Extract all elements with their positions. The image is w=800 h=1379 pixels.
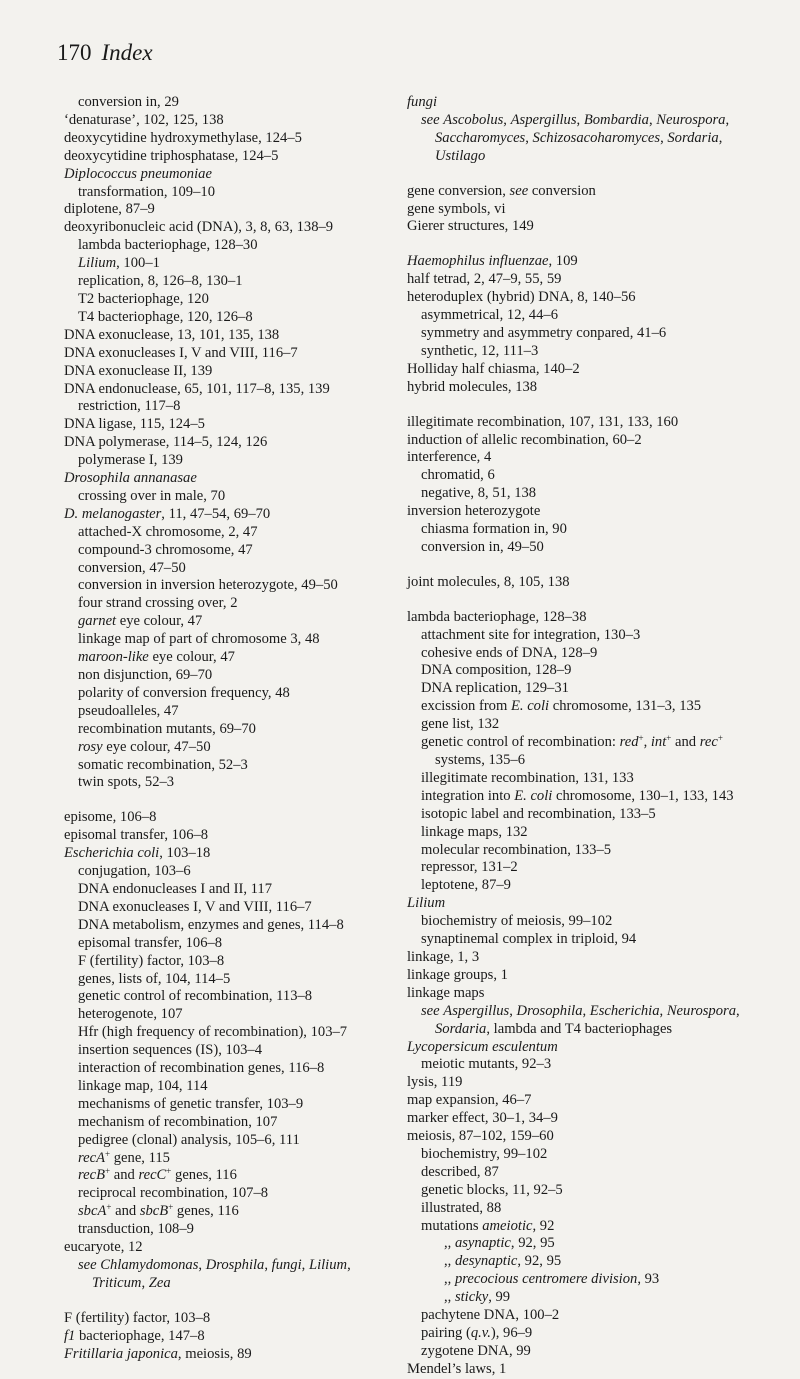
entry-gap <box>407 236 747 253</box>
index-entry: diplotene, 87–9 <box>64 201 155 218</box>
index-entry: genes, lists of, 104, 114–5 <box>78 970 231 987</box>
index-entry: episomal transfer, 106–8 <box>78 934 223 951</box>
index-entry: Fritillaria japonica, meiosis, 89 <box>64 1345 252 1362</box>
index-entry: maroon-like eye colour, 47 <box>78 649 235 666</box>
index-entry: attached-X chromosome, 2, 47 <box>78 523 258 540</box>
index-entry: induction of allelic recombination, 60–2 <box>407 431 642 448</box>
index-entry: described, 87 <box>421 1163 499 1180</box>
index-entry: F (fertility) factor, 103–8 <box>64 1309 211 1326</box>
index-entry: interaction of recombination genes, 116–8 <box>78 1060 325 1077</box>
index-entry: deoxycytidine triphosphatase, 124–5 <box>64 147 279 164</box>
index-entry: linkage map, 104, 114 <box>78 1077 208 1094</box>
index-entry: synaptinemal complex in triploid, 94 <box>421 931 637 948</box>
index-entry: asymmetrical, 12, 44–6 <box>421 307 558 324</box>
index-entry: zygotene DNA, 99 <box>421 1342 531 1359</box>
index-entry: garnet eye colour, 47 <box>78 613 203 630</box>
index-entry: reciprocal recombination, 107–8 <box>78 1185 269 1202</box>
index-entry: pairing (q.v.), 96–9 <box>421 1325 533 1341</box>
index-entry: deoxycytidine hydroxymethylase, 124–5 <box>64 129 302 146</box>
index-entry: f1 bacteriophage, 147–8 <box>64 1327 205 1344</box>
entry-gap <box>407 557 747 574</box>
index-entry: heterogenote, 107 <box>78 1006 183 1023</box>
index-entry: replication, 8, 126–8, 130–1 <box>78 273 243 290</box>
index-entry: lambda bacteriophage, 128–30 <box>78 237 258 254</box>
index-entry: meiotic mutants, 92–3 <box>421 1056 552 1073</box>
index-entry: polymerase I, 139 <box>78 452 183 469</box>
index-entry: DNA replication, 129–31 <box>421 680 569 697</box>
index-entry: leptotene, 87–9 <box>421 877 511 894</box>
index-entry: marker effect, 30–1, 34–9 <box>407 1110 558 1127</box>
index-entry: inversion heterozygote <box>407 503 541 520</box>
index-entry: conversion in, 29 <box>78 94 179 110</box>
index-entry: gene list, 132 <box>421 716 500 733</box>
index-entry: polarity of conversion frequency, 48 <box>78 684 290 701</box>
index-entry: DNA exonucleases I, V and VIII, 116–7 <box>64 344 298 361</box>
index-entry: see Chlamydomonas, Drosphila, fungi, Lilium, Triticum, Zea <box>78 1257 351 1291</box>
index-entry: DNA ligase, 115, 124–5 <box>64 416 205 433</box>
index-entry: synthetic, 12, 111–3 <box>421 342 539 359</box>
index-entry: illustrated, 88 <box>421 1199 502 1216</box>
index-entry: mechanisms of genetic transfer, 103–9 <box>78 1095 304 1112</box>
index-entry: interference, 4 <box>407 449 492 466</box>
index-entry: insertion sequences (IS), 103–4 <box>78 1042 263 1059</box>
index-entry: chromatid, 6 <box>421 467 495 484</box>
index-entry: Lycopersicum esculentum <box>407 1038 558 1055</box>
index-entry: excission from E. coli chromosome, 131–3, 135 <box>421 698 702 715</box>
index-entry: somatic recombination, 52–3 <box>78 756 248 773</box>
index-entry: conversion in, 49–50 <box>421 538 544 555</box>
index-entry: deoxyribonucleic acid (DNA), 3, 8, 63, 138–9 <box>64 219 334 236</box>
index-entry: pedigree (clonal) analysis, 105–6, 111 <box>78 1131 300 1148</box>
index-entry: Drosophila annanasae <box>64 470 197 487</box>
index-entry: hybrid molecules, 138 <box>407 378 538 395</box>
index-entry: ,, desynaptic, 92, 95 <box>444 1253 562 1270</box>
index-entry: eucaryote, 12 <box>64 1239 143 1256</box>
index-entry: recB+ and recC+ genes, 116 <box>78 1166 237 1184</box>
index-entry: DNA exonucleases I, V and VIII, 116–7 <box>78 898 312 915</box>
index-entry: negative, 8, 51, 138 <box>421 485 537 502</box>
index-entry: illegitimate recombination, 131, 133 <box>421 769 634 786</box>
index-entry: chiasma formation in, 90 <box>421 521 567 538</box>
index-entry: transduction, 108–9 <box>78 1221 194 1238</box>
index-entry: rosy eye colour, 47–50 <box>78 738 211 755</box>
index-entry: cohesive ends of DNA, 128–9 <box>421 644 598 661</box>
index-entry: mechanism of recombination, 107 <box>78 1113 278 1130</box>
index-entry: joint molecules, 8, 105, 138 <box>407 573 570 590</box>
index-entry: biochemistry of meiosis, 99–102 <box>421 913 613 930</box>
index-entry: T2 bacteriophage, 120 <box>78 290 209 307</box>
index-entry: gene symbols, vi <box>407 200 506 217</box>
index-entry: meiosis, 87–102, 159–60 <box>407 1128 554 1145</box>
index-entry: DNA exonuclease, 13, 101, 135, 138 <box>64 326 280 343</box>
index-entry: integration into E. coli chromosome, 130–1, 133, 143 <box>421 787 734 804</box>
index-entry: fungi <box>407 94 437 110</box>
entry-gap <box>407 397 747 414</box>
index-entry: conversion, 47–50 <box>78 559 186 576</box>
index-entry: DNA endonucleases I and II, 117 <box>78 880 272 897</box>
index-entry: lambda bacteriophage, 128–38 <box>407 608 587 625</box>
index-entry: episomal transfer, 106–8 <box>64 827 209 844</box>
section-title: Index <box>101 40 153 65</box>
index-entry: recombination mutants, 69–70 <box>78 720 256 737</box>
index-entry: genetic control of recombination: red+, int+ and rec+ systems, 135–6 <box>421 733 723 768</box>
index-entry: ,, precocious centromere division, 93 <box>444 1271 660 1288</box>
index-entry: linkage, 1, 3 <box>407 948 480 965</box>
index-entry: Haemophilus influenzae, 109 <box>407 253 578 270</box>
index-entry: molecular recombination, 133–5 <box>421 841 612 858</box>
entry-gap <box>407 166 747 183</box>
index-entry: compound-3 chromosome, 47 <box>78 541 253 558</box>
index-entry: crossing over in male, 70 <box>78 487 226 504</box>
entry-gap <box>64 792 394 809</box>
index-entry: Diplococcus pneumoniae <box>64 165 212 182</box>
index-entry: symmetry and asymmetry conpared, 41–6 <box>421 324 667 341</box>
index-entry: half tetrad, 2, 47–9, 55, 59 <box>407 271 562 288</box>
index-entry: Lilium, 100–1 <box>78 255 160 272</box>
index-entry: twin spots, 52–3 <box>78 774 175 791</box>
index-entry: ,, sticky, 99 <box>444 1289 511 1306</box>
index-entry: transformation, 109–10 <box>78 183 215 200</box>
index-entry: Hfr (high frequency of recombination), 103–7 <box>78 1024 348 1041</box>
index-entry: gene conversion, see conversion <box>407 182 596 199</box>
index-entry: episome, 106–8 <box>64 809 157 826</box>
index-entry: DNA metabolism, enzymes and genes, 114–8 <box>78 916 344 933</box>
index-entry: linkage maps, 132 <box>421 823 528 840</box>
index-entry: repressor, 131–2 <box>421 859 518 876</box>
index-entry: map expansion, 46–7 <box>407 1092 532 1109</box>
index-entry: DNA composition, 128–9 <box>421 662 572 679</box>
index-entry: isotopic label and recombination, 133–5 <box>421 805 656 822</box>
entry-gap <box>407 592 747 609</box>
index-entry: genetic blocks, 11, 92–5 <box>421 1181 563 1198</box>
index-entry: linkage maps <box>407 984 485 1001</box>
index-entry: biochemistry, 99–102 <box>421 1145 548 1162</box>
index-entry: ‘denaturase’, 102, 125, 138 <box>64 111 224 128</box>
index-entry: DNA polymerase, 114–5, 124, 126 <box>64 434 268 451</box>
index-entry: conversion in inversion heterozygote, 49–50 <box>78 577 338 594</box>
index-entry: heteroduplex (hybrid) DNA, 8, 140–56 <box>407 289 636 306</box>
page-header <box>57 40 153 66</box>
index-column-left <box>64 94 394 1364</box>
index-entry: conjugation, 103–6 <box>78 863 191 880</box>
index-entry: DNA endonuclease, 65, 101, 117–8, 135, 139 <box>64 380 330 397</box>
index-entry: mutations ameiotic, 92 <box>421 1217 555 1234</box>
index-entry: T4 bacteriophage, 120, 126–8 <box>78 308 253 325</box>
index-entry: illegitimate recombination, 107, 131, 133, 160 <box>407 413 679 430</box>
index-entry: sbcA+ and sbcB+ genes, 116 <box>78 1202 239 1220</box>
entry-gap <box>64 1293 394 1310</box>
index-entry: ,, asynaptic, 92, 95 <box>444 1235 555 1252</box>
index-entry: attachment site for integration, 130–3 <box>421 626 641 643</box>
index-column-right <box>407 94 747 1379</box>
index-entry: DNA exonuclease II, 139 <box>64 362 213 379</box>
index-entry: linkage map of part of chromosome 3, 48 <box>78 631 320 648</box>
index-entry: recA+ gene, 115 <box>78 1148 170 1166</box>
index-entry: Mendel’s laws, 1 <box>407 1360 507 1377</box>
index-entry: genetic control of recombination, 113–8 <box>78 988 313 1005</box>
page-number: 170 <box>57 40 92 65</box>
index-entry: D. melanogaster, 11, 47–54, 69–70 <box>64 505 271 522</box>
index-entry: non disjunction, 69–70 <box>78 667 213 683</box>
index-entry: see Ascobolus, Aspergillus, Bombardia, Neurospora, Saccharomyces, Schizosacoharomyces, Sordaria, Ustilago <box>421 111 730 164</box>
index-entry: four strand crossing over, 2 <box>78 595 238 612</box>
index-entry: Escherichia coli, 103–18 <box>64 845 211 862</box>
index-entry: linkage groups, 1 <box>407 966 508 983</box>
index-entry: lysis, 119 <box>407 1074 463 1091</box>
index-entry: Holliday half chiasma, 140–2 <box>407 360 580 377</box>
index-entry: restriction, 117–8 <box>78 398 181 415</box>
index-entry: F (fertility) factor, 103–8 <box>78 952 225 969</box>
index-entry: pachytene DNA, 100–2 <box>421 1307 560 1324</box>
index-entry: pseudoalleles, 47 <box>78 702 179 719</box>
index-entry: see Aspergillus, Drosophila, Escherichia, Neurospora, Sordaria, lambda and T4 bacteriophages <box>421 1002 740 1037</box>
index-entry: Gierer structures, 149 <box>407 218 534 235</box>
index-entry: Lilium <box>407 895 446 912</box>
